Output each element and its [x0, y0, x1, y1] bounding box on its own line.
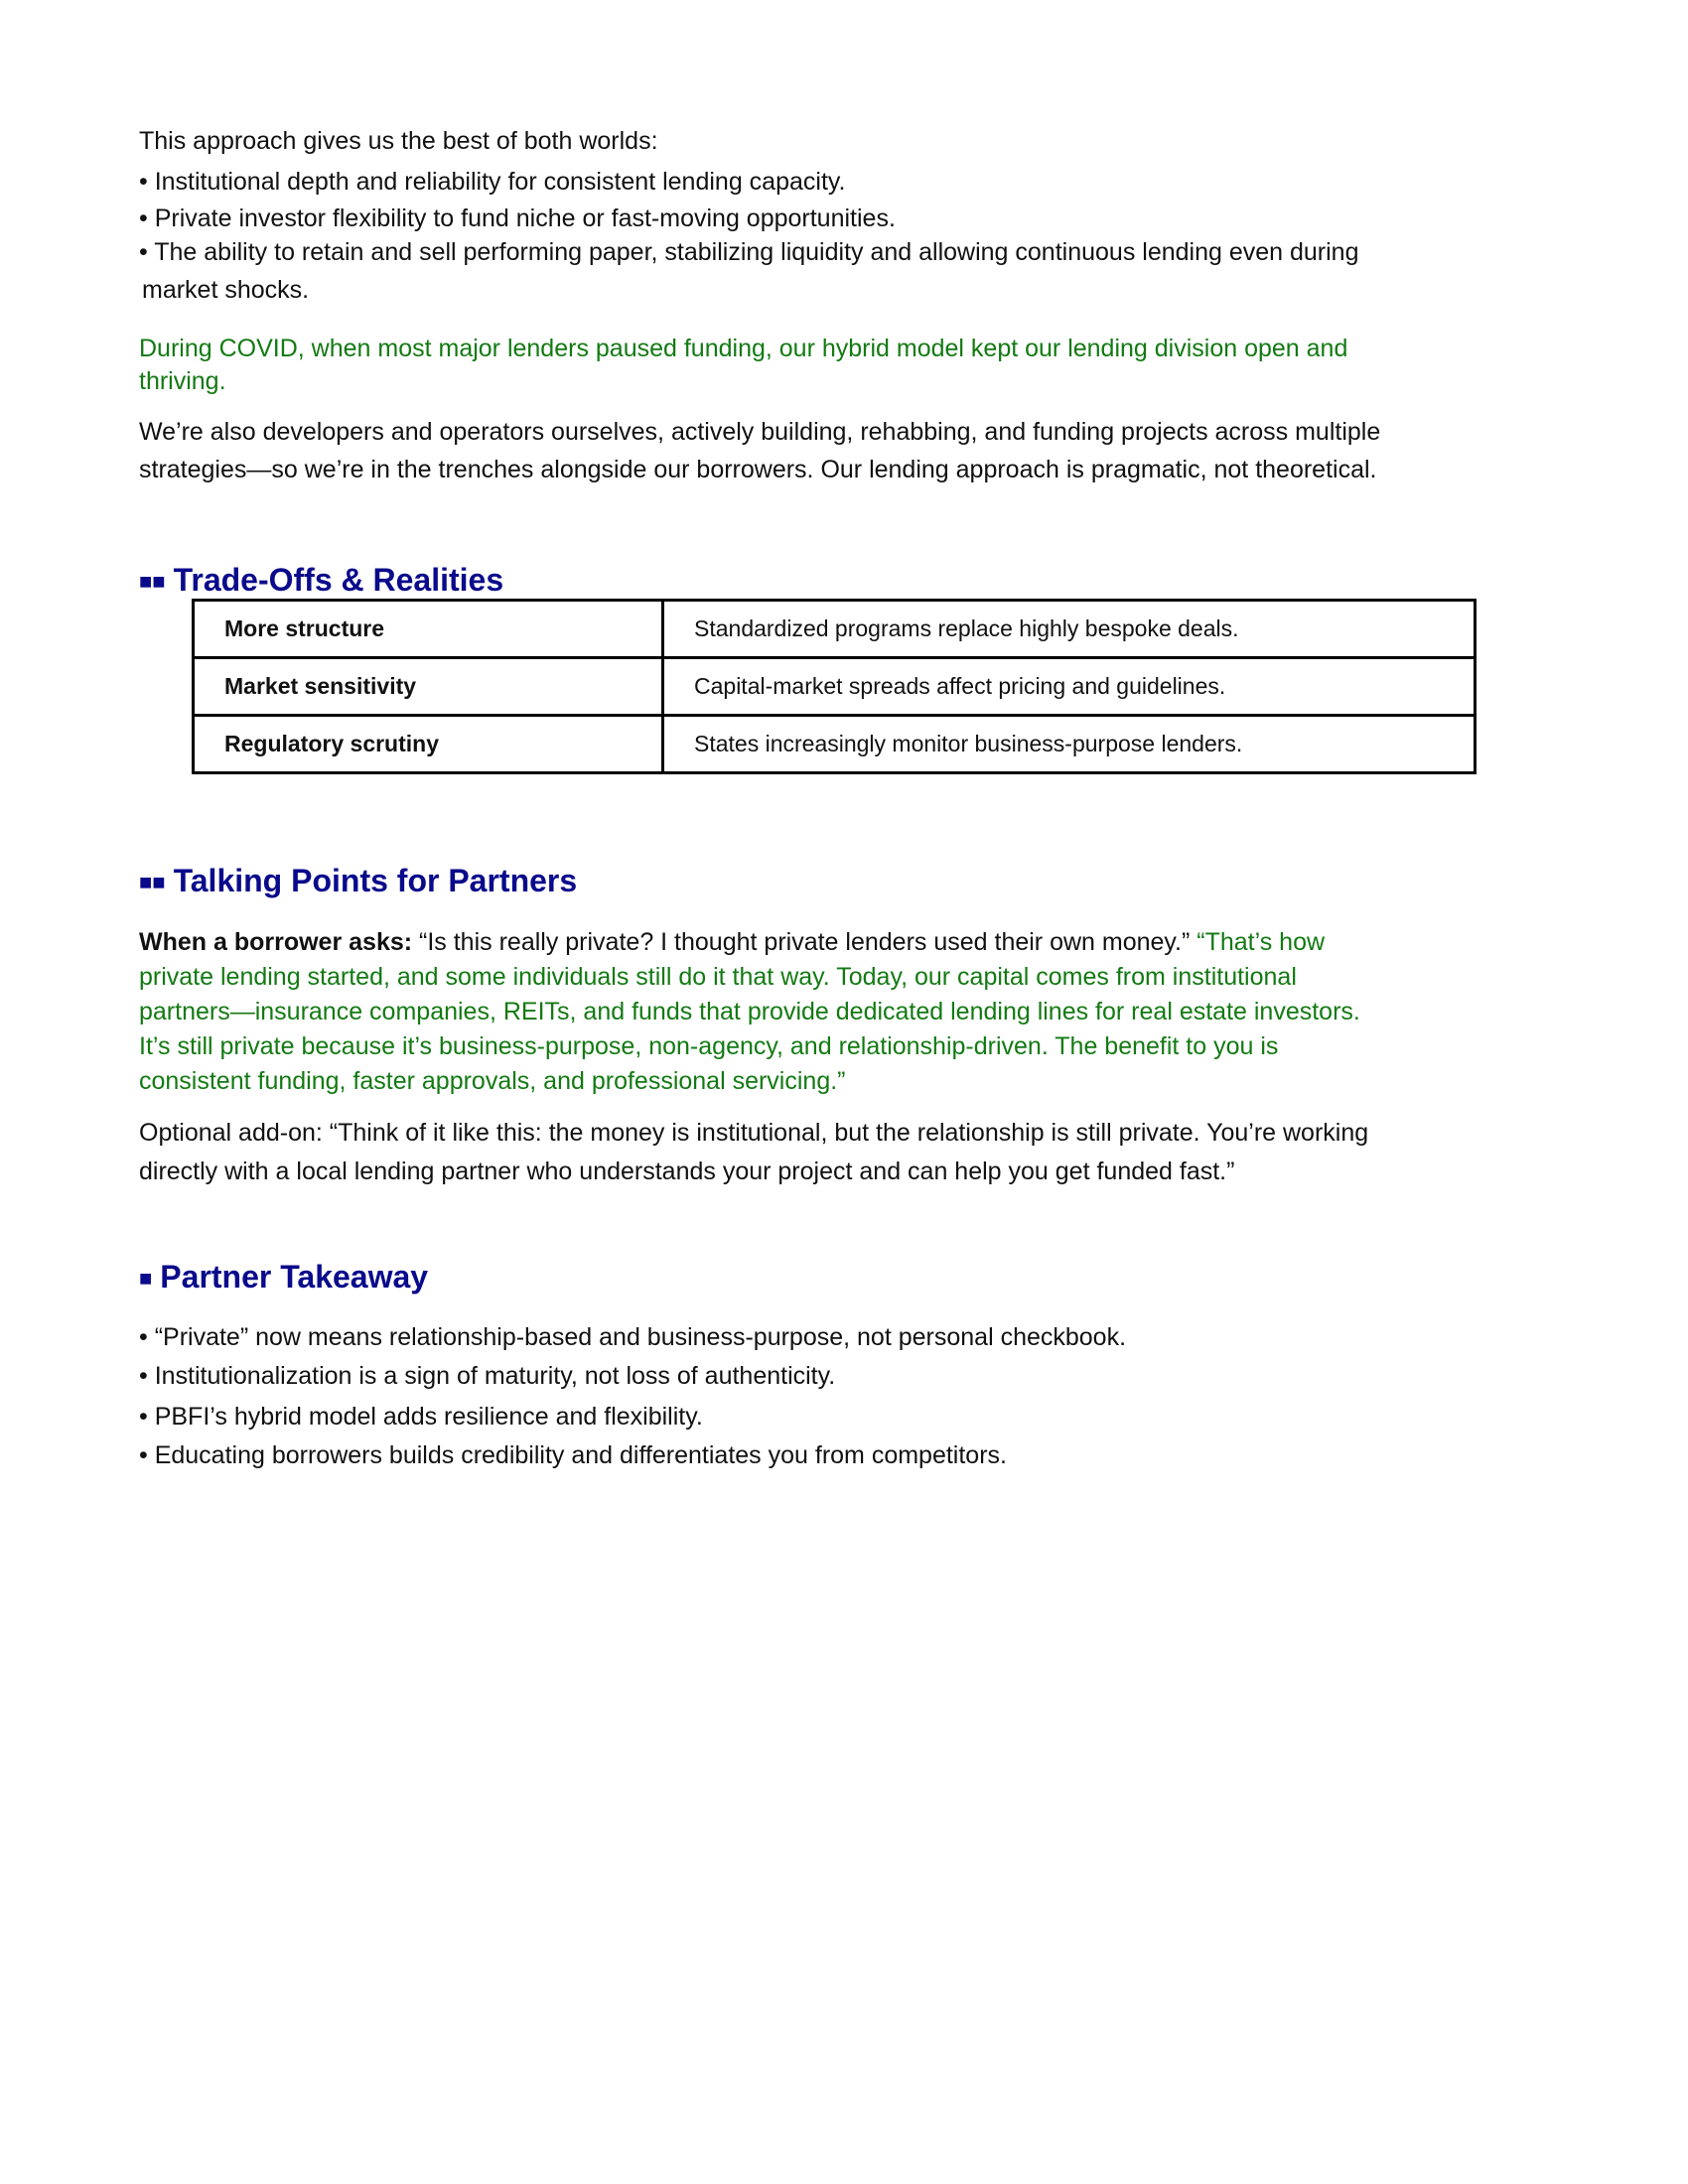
- table-row: [194, 716, 1476, 773]
- tradeoffs-table: [192, 599, 1477, 774]
- bullet-item: • PBFI’s hybrid model adds resilience and flexibility.: [139, 1403, 703, 1431]
- bullet-item: • “Private” now means relationship-based and business-purpose, not personal checkbook.: [139, 1323, 1127, 1351]
- bullet-item: • The ability to retain and sell performing paper, stabilizing liquidity and allowing continuous lending even during: [139, 238, 1359, 266]
- heading-marker-icon: ■■: [139, 870, 166, 894]
- row-value: States increasingly monitor business-purpose lenders.: [663, 716, 1476, 773]
- answer-text: “That’s how: [1196, 928, 1326, 956]
- answer-text: consistent funding, faster approvals, and professional servicing.”: [139, 1067, 846, 1095]
- takeaway-heading: [139, 1259, 428, 1296]
- heading-marker-icon: ■■: [139, 569, 166, 594]
- bullet-item: • Educating borrowers builds credibility and differentiates you from competitors.: [139, 1441, 1007, 1469]
- bullet-item: • Institutional depth and reliability for consistent lending capacity.: [139, 168, 846, 196]
- bullet-item: • Private investor flexibility to fund niche or fast-moving opportunities.: [139, 205, 896, 232]
- heading-text: Partner Takeaway: [160, 1259, 429, 1295]
- tradeoffs-heading: [139, 562, 503, 599]
- row-key: Regulatory scrutiny: [194, 716, 663, 773]
- developers-paragraph: strategies—so we’re in the trenches alongside our borrowers. Our lending approach is pragmatic, not theoretical.: [139, 456, 1377, 483]
- developers-paragraph: We’re also developers and operators ourselves, actively building, rehabbing, and funding projects across multiple: [139, 418, 1381, 446]
- intro-lead: This approach gives us the best of both worlds:: [139, 127, 658, 155]
- covid-note: During COVID, when most major lenders paused funding, our hybrid model kept our lending division open and: [139, 335, 1348, 362]
- row-key: More structure: [194, 601, 663, 658]
- optional-addon: Optional add-on: “Think of it like this: the money is institutional, but the relationship is still private. You’re working: [139, 1119, 1369, 1147]
- table-row: [194, 658, 1476, 716]
- optional-addon: directly with a local lending partner who understands your project and can help you get funded fast.”: [139, 1158, 1235, 1185]
- answer-text: partners—insurance companies, REITs, and funds that provide dedicated lending lines for real estate investors.: [139, 998, 1360, 1025]
- ask-label: When a borrower asks:: [139, 928, 413, 956]
- borrower-question: [139, 928, 1325, 957]
- answer-text: private lending started, and some individuals still do it that way. Today, our capital comes from institutional: [139, 963, 1297, 991]
- row-key: Market sensitivity: [194, 658, 663, 716]
- answer-text: It’s still private because it’s business-purpose, non-agency, and relationship-driven. The benefit to you is: [139, 1032, 1279, 1060]
- bullet-item: • Institutionalization is a sign of maturity, not loss of authenticity.: [139, 1362, 836, 1390]
- heading-marker-icon: ■: [139, 1266, 153, 1291]
- ask-question: “Is this really private? I thought private lenders used their own money.”: [412, 928, 1197, 956]
- table-row: [194, 601, 1476, 658]
- covid-note: thriving.: [139, 367, 226, 395]
- heading-text: Talking Points for Partners: [173, 863, 578, 898]
- bullet-item-continuation: market shocks.: [142, 276, 310, 304]
- heading-text: Trade-Offs & Realities: [173, 562, 504, 598]
- row-value: Standardized programs replace highly bespoke deals.: [663, 601, 1476, 658]
- talking-points-heading: [139, 863, 577, 899]
- row-value: Capital-market spreads affect pricing and guidelines.: [663, 658, 1476, 716]
